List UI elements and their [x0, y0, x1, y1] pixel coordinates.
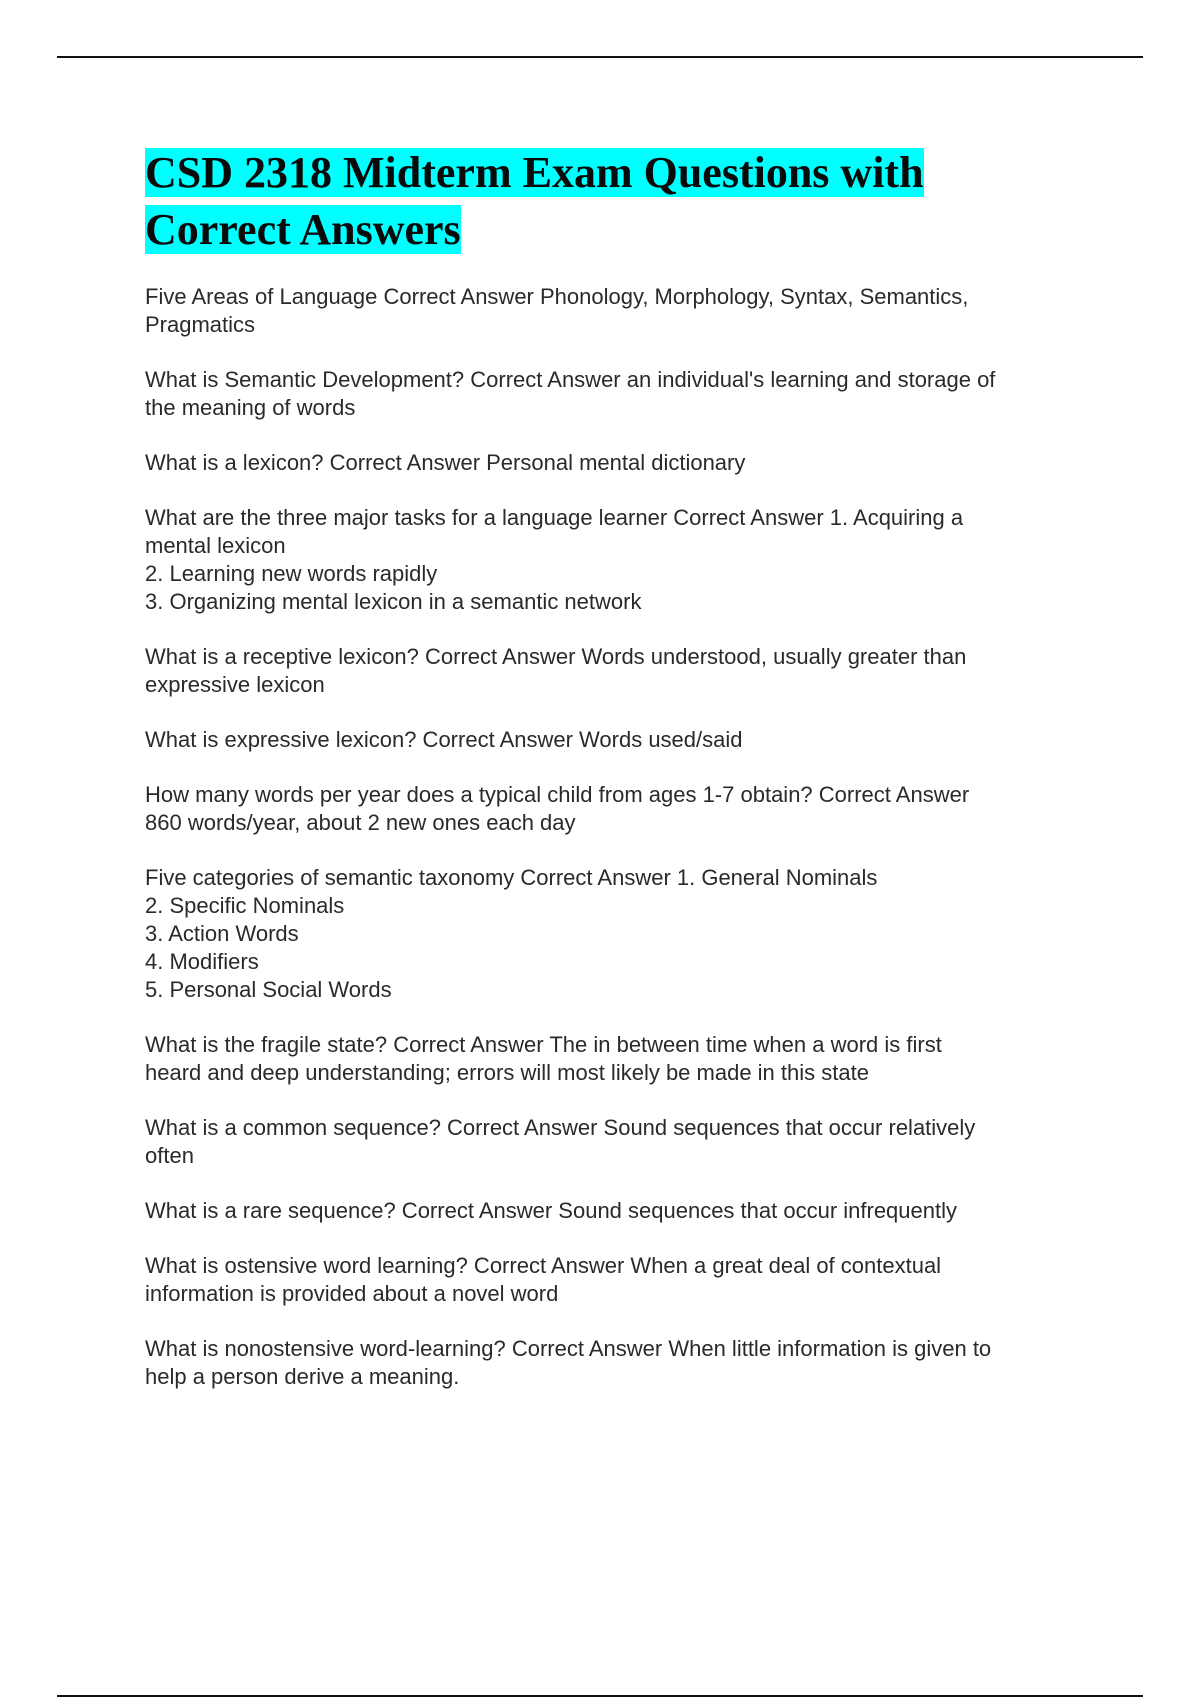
qa-entry: What is a lexicon? Correct Answer Personal mental dictionary	[145, 450, 746, 475]
qa-entry: What is a rare sequence? Correct Answer Sound sequences that occur infrequently	[145, 1198, 958, 1223]
qa-entry: What is a receptive lexicon? Correct Answer Words understood, usually greater than expressive lexicon	[145, 644, 967, 697]
qa-entry: What is ostensive word learning? Correct Answer When a great deal of contextual information is provided about a novel word	[145, 1253, 942, 1306]
qa-entry: Five Areas of Language Correct Answer Phonology, Morphology, Syntax, Semantics, Pragmatics	[145, 284, 969, 337]
qa-entry: How many words per year does a typical child from ages 1-7 obtain? Correct Answer 860 words/year, about 2 new ones each day	[145, 782, 970, 835]
top-rule	[57, 56, 1143, 58]
qa-list	[145, 283, 1085, 1418]
qa-entry: What is Semantic Development? Correct Answer an individual's learning and storage of the meaning of words	[145, 367, 996, 420]
document-title	[145, 144, 1065, 258]
title-line-1: CSD 2318 Midterm Exam Questions with	[145, 148, 924, 197]
qa-entry: What is a common sequence? Correct Answer Sound sequences that occur relatively often	[145, 1115, 976, 1168]
qa-entry: What is expressive lexicon? Correct Answer Words used/said	[145, 727, 743, 752]
qa-entry: Five categories of semantic taxonomy Correct Answer 1. General Nominals 2. Specific Nominals 3. Action Words 4. Modifiers 5. Personal Social Words	[145, 865, 878, 1002]
qa-entry: What are the three major tasks for a language learner Correct Answer 1. Acquiring a mental lexicon 2. Learning new words rapidly 3. Organizing mental lexicon in a semantic network	[145, 505, 964, 614]
qa-entry: What is the fragile state? Correct Answer The in between time when a word is first heard and deep understanding; errors will most likely be made in this state	[145, 1032, 942, 1085]
title-block	[145, 144, 1065, 258]
qa-entry: What is nonostensive word-learning? Correct Answer When little information is given to help a person derive a meaning.	[145, 1336, 992, 1389]
bottom-rule	[57, 1695, 1143, 1697]
title-line-2: Correct Answers	[145, 205, 461, 254]
